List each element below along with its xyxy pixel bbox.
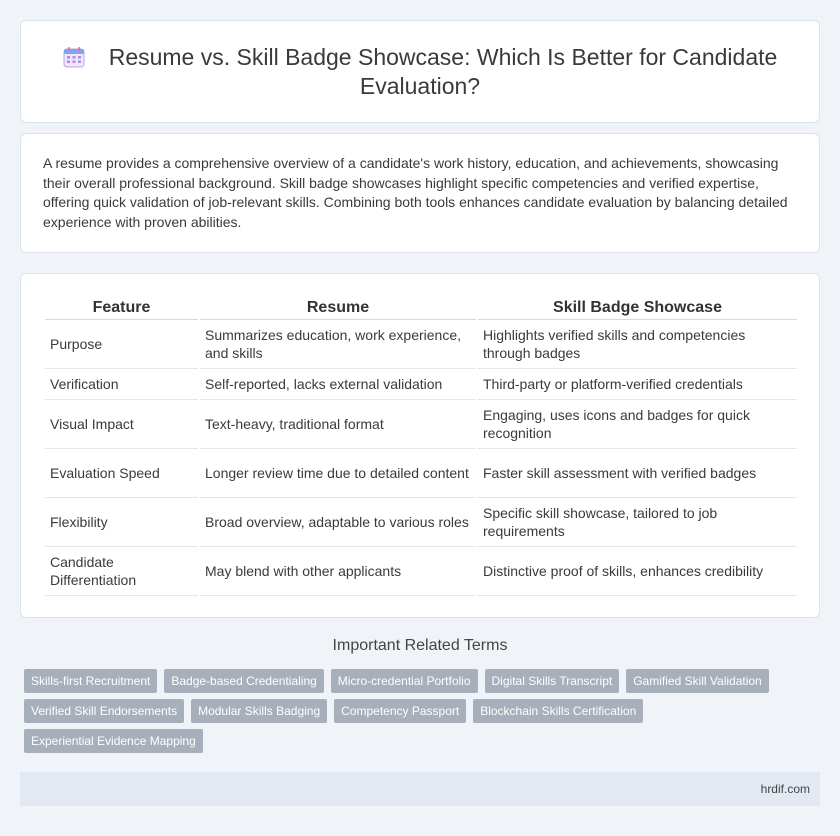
cell-feature: Verification (45, 369, 198, 400)
comparison-table (43, 296, 799, 596)
cell-resume: Text-heavy, traditional format (200, 400, 476, 449)
cell-feature: Purpose (45, 320, 198, 369)
cell-feature: Candidate Differentiation (45, 547, 198, 596)
intro-card (20, 133, 820, 253)
table-row (45, 547, 797, 596)
related-tag[interactable]: Badge-based Credentialing (164, 669, 323, 693)
footer (20, 772, 820, 806)
cell-resume: Broad overview, adaptable to various roles (200, 498, 476, 547)
cell-resume: Self-reported, lacks external validation (200, 369, 476, 400)
cell-feature: Flexibility (45, 498, 198, 547)
related-tag[interactable]: Competency Passport (334, 699, 466, 723)
related-terms-title: Important Related Terms (332, 637, 508, 654)
intro-paragraph: A resume provides a comprehensive overview of a candidate's work history, education, and achievements, showcasing their overall professional background. Skill badge showcases highlight specific competencies and verified expertise, offering quick validation of job-relevant skills. Combining both tools enhances candidate evaluation by balancing detailed experience with proven abilities. (43, 155, 788, 230)
related-tag[interactable]: Gamified Skill Validation (626, 669, 769, 693)
related-tag[interactable]: Micro-credential Portfolio (331, 669, 478, 693)
table-header-row (45, 296, 797, 320)
related-tag[interactable]: Skills-first Recruitment (24, 669, 157, 693)
calendar-icon (63, 46, 85, 68)
cell-feature: Evaluation Speed (45, 449, 198, 498)
related-tag[interactable]: Blockchain Skills Certification (473, 699, 643, 723)
related-terms-tags (24, 669, 814, 753)
cell-skill-badge: Specific skill showcase, tailored to job requirements (478, 498, 797, 547)
comparison-table-card (20, 273, 820, 618)
table-row (45, 400, 797, 449)
table-row (45, 320, 797, 369)
cell-skill-badge: Third-party or platform-verified credentials (478, 369, 797, 400)
cell-feature: Visual Impact (45, 400, 198, 449)
cell-skill-badge: Distinctive proof of skills, enhances credibility (478, 547, 797, 596)
table-row (45, 369, 797, 400)
header-skill-badge: Skill Badge Showcase (478, 296, 797, 320)
table-row (45, 498, 797, 547)
header-card (20, 20, 820, 123)
cell-skill-badge: Engaging, uses icons and badges for quick recognition (478, 400, 797, 449)
cell-resume: Longer review time due to detailed content (200, 449, 476, 498)
related-tag[interactable]: Verified Skill Endorsements (24, 699, 184, 723)
cell-skill-badge: Faster skill assessment with verified badges (478, 449, 797, 498)
related-tag[interactable]: Modular Skills Badging (191, 699, 327, 723)
table-row (45, 449, 797, 498)
header-resume: Resume (200, 296, 476, 320)
related-tag[interactable]: Experiential Evidence Mapping (24, 729, 203, 753)
header-feature: Feature (45, 296, 198, 320)
related-tag[interactable]: Digital Skills Transcript (485, 669, 620, 693)
cell-resume: Summarizes education, work experience, and skills (200, 320, 476, 369)
cell-resume: May blend with other applicants (200, 547, 476, 596)
page-title (61, 43, 779, 101)
page-title-text: Resume vs. Skill Badge Showcase: Which Is Better for Candidate Evaluation? (108, 43, 778, 99)
cell-skill-badge: Highlights verified skills and competencies through badges (478, 320, 797, 369)
footer-site-link[interactable]: hrdif.com (760, 782, 810, 796)
